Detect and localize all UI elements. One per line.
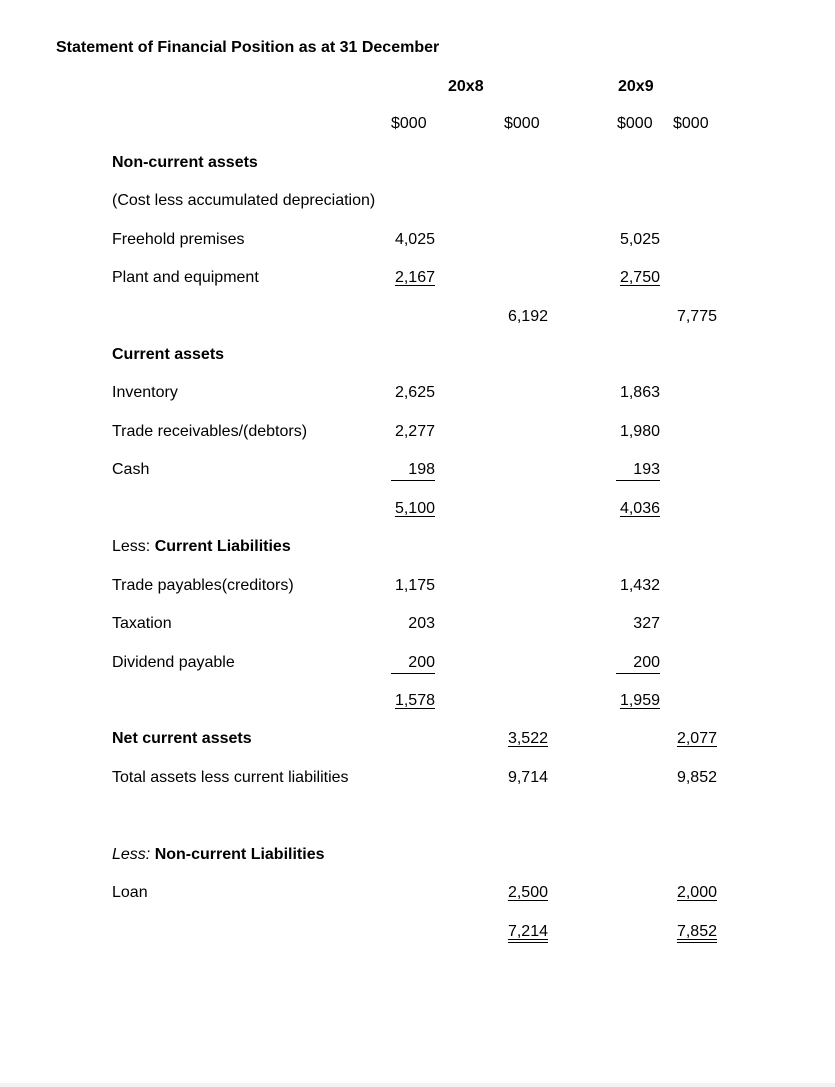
unit-header-col4: $000 bbox=[673, 115, 709, 132]
non-current-liabilities-heading: Non-current Liabilities bbox=[154, 846, 325, 863]
total-non-current-20x8: 6,192 bbox=[507, 308, 548, 325]
value-receivables-20x8: 2,277 bbox=[394, 423, 435, 440]
current-liabilities-heading: Current Liabilities bbox=[154, 538, 291, 555]
row-label-plant: Plant and equipment bbox=[112, 269, 259, 286]
total-current-liabilities-20x8: 1,578 bbox=[394, 692, 435, 709]
total-current-assets-20x8: 5,100 bbox=[394, 500, 435, 517]
unit-header-col1: $000 bbox=[391, 115, 427, 132]
year-header-20x9: 20x9 bbox=[618, 78, 654, 95]
year-header-20x8: 20x8 bbox=[448, 78, 484, 95]
value-dividend-20x8: 200 bbox=[391, 655, 435, 674]
value-taxation-20x8: 203 bbox=[408, 615, 435, 632]
row-label-cash: Cash bbox=[112, 461, 150, 478]
value-payables-20x8: 1,175 bbox=[394, 577, 435, 594]
unit-header-col3: $000 bbox=[617, 115, 653, 132]
row-label-freehold: Freehold premises bbox=[112, 231, 245, 248]
value-inventory-20x9: 1,863 bbox=[619, 384, 660, 401]
unit-header-col2: $000 bbox=[504, 115, 540, 132]
less-prefix-italic: Less: bbox=[112, 846, 155, 863]
value-net-assets-20x8: 7,214 bbox=[507, 923, 548, 940]
value-dividend-20x9: 200 bbox=[616, 655, 660, 674]
page-title: Statement of Financial Position as at 31 December bbox=[56, 39, 440, 56]
value-net-current-assets-20x8: 3,522 bbox=[507, 730, 548, 747]
value-freehold-20x8: 4,025 bbox=[394, 231, 435, 248]
total-non-current-20x9: 7,775 bbox=[676, 308, 717, 325]
row-label-receivables: Trade receivables/(debtors) bbox=[112, 423, 308, 440]
value-total-assets-less-cl-20x9: 9,852 bbox=[676, 769, 717, 786]
row-label-net-current-assets: Net current assets bbox=[112, 730, 252, 747]
row-label-total-assets-less-cl: Total assets less current liabilities bbox=[112, 769, 349, 786]
section-heading-current-assets: Current assets bbox=[112, 346, 225, 363]
value-taxation-20x9: 327 bbox=[633, 615, 660, 632]
section-heading-non-current-assets: Non-current assets bbox=[112, 154, 258, 171]
row-label-inventory: Inventory bbox=[112, 384, 178, 401]
row-label-payables: Trade payables(creditors) bbox=[112, 577, 294, 594]
value-freehold-20x9: 5,025 bbox=[619, 231, 660, 248]
value-loan-20x9: 2,000 bbox=[676, 884, 717, 901]
total-current-assets-20x9: 4,036 bbox=[619, 500, 660, 517]
section-heading-current-liabilities bbox=[112, 539, 291, 555]
total-current-liabilities-20x9: 1,959 bbox=[619, 692, 660, 709]
value-receivables-20x9: 1,980 bbox=[619, 423, 660, 440]
page-bottom-edge bbox=[0, 1083, 835, 1087]
value-plant-20x8: 2,167 bbox=[394, 269, 435, 286]
section-heading-non-current-liabilities bbox=[112, 847, 324, 863]
value-cash-20x8: 198 bbox=[391, 462, 435, 481]
value-total-assets-less-cl-20x8: 9,714 bbox=[507, 769, 548, 786]
row-label-dividend: Dividend payable bbox=[112, 654, 235, 671]
value-cash-20x9: 193 bbox=[616, 462, 660, 481]
value-net-current-assets-20x9: 2,077 bbox=[676, 730, 717, 747]
value-plant-20x9: 2,750 bbox=[619, 269, 660, 286]
value-inventory-20x8: 2,625 bbox=[394, 384, 435, 401]
value-net-assets-20x9: 7,852 bbox=[676, 923, 717, 940]
row-label-loan: Loan bbox=[112, 884, 148, 901]
value-payables-20x9: 1,432 bbox=[619, 577, 660, 594]
cost-note: (Cost less accumulated depreciation) bbox=[112, 192, 376, 209]
row-label-taxation: Taxation bbox=[112, 615, 172, 632]
value-loan-20x8: 2,500 bbox=[507, 884, 548, 901]
less-prefix: Less: bbox=[112, 538, 155, 555]
